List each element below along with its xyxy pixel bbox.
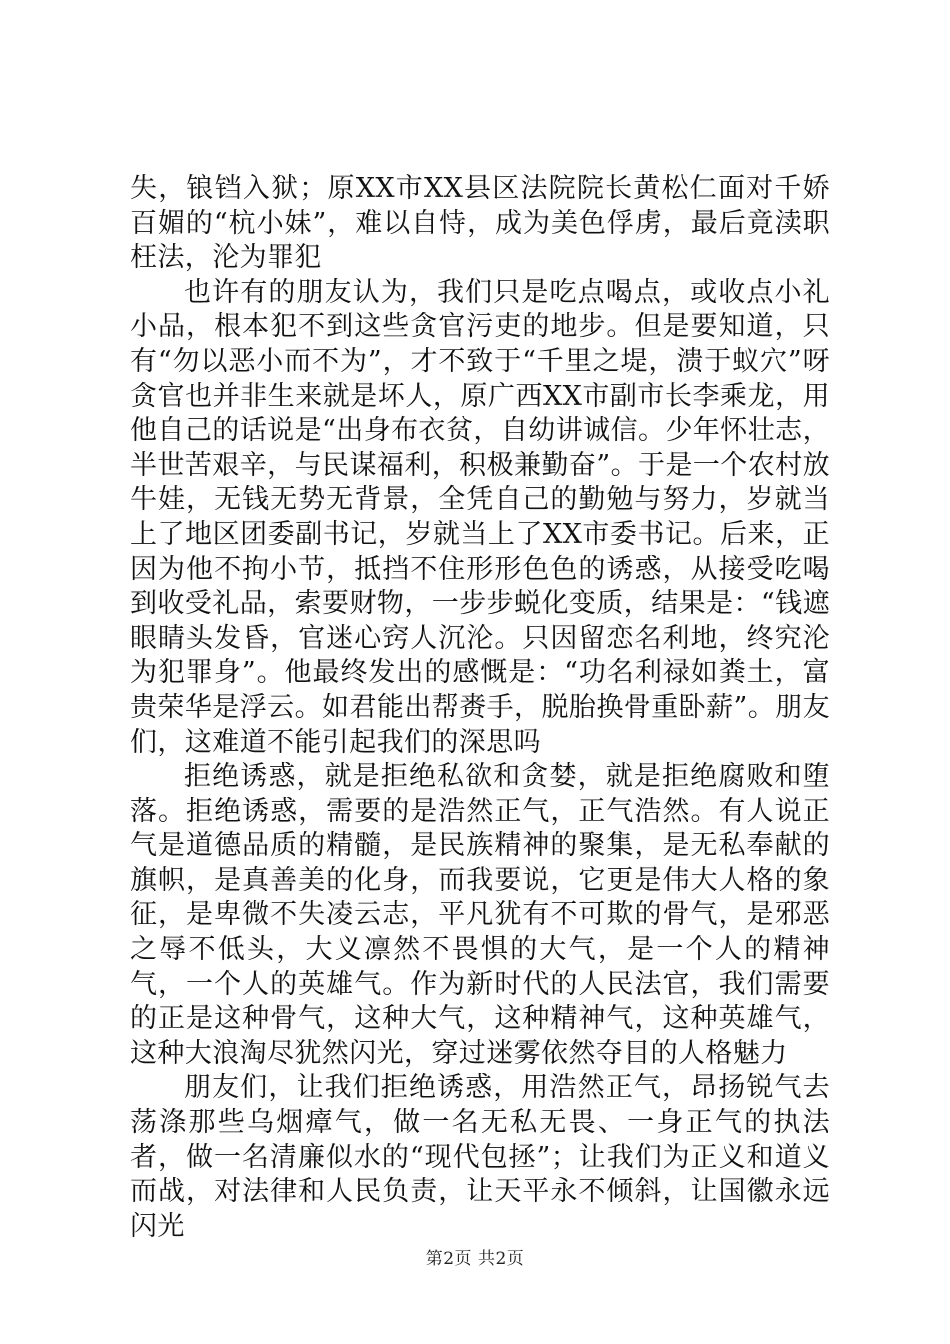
document-body [130,172,830,1244]
paragraph-3: 拒绝诱惑，就是拒绝私欲和贪婪，就是拒绝腐败和堕落。拒绝诱惑，需要的是浩然正气，正气浩然。有人说正气是道德品质的精髓，是民族精神的聚集，是无私奉献的旗帜，是真善美的化身，而我要说，它更是伟大人格的象征，是卑微不失凌云志，平凡犹有不可欺的骨气，是邪恶之辱不低头，大义凛然不畏惧的大气，是一个人的精神气，一个人的英雄气。作为新时代的人民法官，我们需要的正是这种骨气，这种大气，这种精神气，这种英雄气，这种大浪淘尽犹然闪光，穿过迷雾依然夺目的人格魅力 [130,761,830,1069]
paragraph-4: 朋友们，让我们拒绝诱惑，用浩然正气，昂扬锐气去荡涤那些乌烟瘴气，做一名无私无畏、一身正气的执法者，做一名清廉似水的“现代包拯”；让我们为正义和道义而战，对法律和人民负责，让天平永不倾斜，让国徽永远闪光 [130,1072,830,1242]
page-footer: 第2页 共2页 [425,1249,525,1269]
paragraph-1: 失，锒铛入狱；原XX市XX县区法院院长黄松仁面对千娇百媚的“杭小妹”，难以自恃，成为美色俘虏，最后竟渎职枉法，沦为罪犯 [130,173,830,274]
paragraph-2: 也许有的朋友认为，我们只是吃点喝点，或收点小礼小品，根本犯不到这些贪官污吏的地步。但是要知道，只有“勿以恶小而不为”，才不致于“千里之堤，溃于蚁穴”呀贪官也并非生来就是坏人，原广西XX市副市长李乘龙，用他自己的话说是“出身布衣贫，自幼讲诚信。少年怀壮志，半世苦艰辛，与民谋福利，积极兼勤奋”。于是一个农村放牛娃，无钱无势无背景，全凭自己的勤勉与努力，岁就当上了地区团委副书记，岁就当上了XX市委书记。后来，正因为他不拘小节，抵挡不住形形色色的诱惑，从接受吃喝到收受礼品，索要财物，一步步蜕化变质，结果是：“钱遮眼睛头发昏，官迷心窍人沉沦。只因留恋名利地，终究沦为犯罪身”。他最终发出的感慨是：“功名利禄如粪土，富贵荣华是浮云。如君能出帮赉手，脱胎换骨重卧薪”。朋友们，这难道不能引起我们的深思吗 [130,276,830,758]
